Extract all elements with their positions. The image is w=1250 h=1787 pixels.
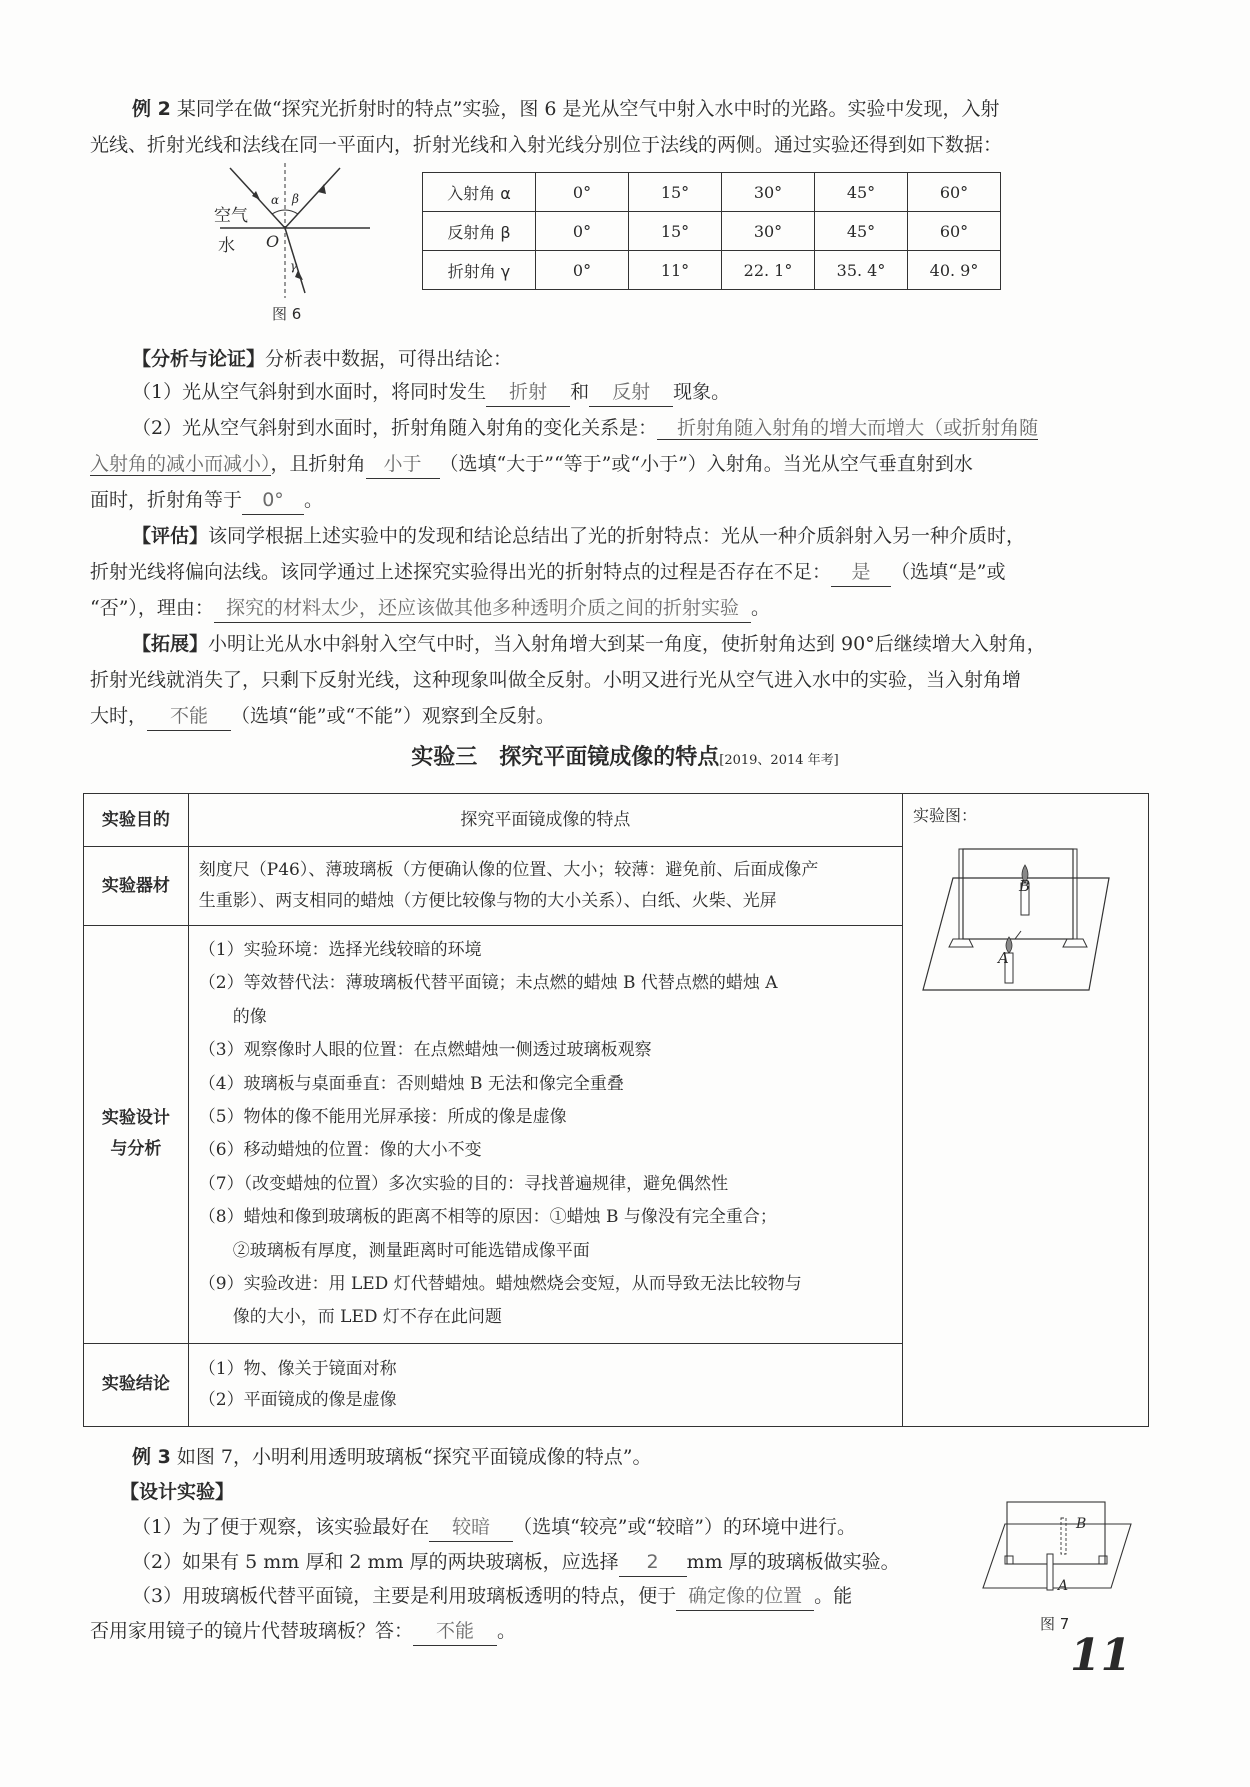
e3q3-prefix: （3）用玻璃板代替平面镜，主要是利用玻璃板透明的特点，便于 xyxy=(132,1585,677,1607)
equipment-line-2: 生重影）、两支相同的蜡烛（方便比较像与物的大小关系）、白纸、火柴、光屏 xyxy=(198,891,777,911)
extension-line1 xyxy=(132,630,1046,658)
section3-title xyxy=(0,740,1250,771)
fig7-label-b: B xyxy=(1076,1516,1087,1532)
evaluation-text3: “否”），理由： xyxy=(90,597,214,619)
table-cell: 11° xyxy=(629,251,722,290)
fig6-gamma: γ xyxy=(290,259,298,273)
analysis-intro: 分析表中数据，可得出结论： xyxy=(265,348,513,370)
q1-prefix: （1）光从空气斜射到水面时，将同时发生 xyxy=(132,381,487,403)
evaluation-reason-answer: 探究的材料太少，还应该做其他多种透明介质之间的折射实验 xyxy=(214,594,751,623)
fig6-air-label: 空气 xyxy=(214,206,248,226)
table-cell: 0° xyxy=(536,173,629,212)
table-cell: 0° xyxy=(536,212,629,251)
equipment-cell xyxy=(188,847,902,926)
example3-q4 xyxy=(90,1617,516,1646)
evaluation-text2: 折射光线将偏向法线。该同学通过上述探究实验得出光的折射特点的过程是否存在不足： xyxy=(90,561,832,583)
conclusion-cell xyxy=(188,1343,902,1426)
analysis-q3 xyxy=(90,486,323,515)
list-item: （9）实验改进：用 LED 灯代替蜡烛。蜡烛燃烧会变短，从而导致无法比较物与 xyxy=(198,1274,802,1295)
extension-line2: 折射光线就消失了，只剩下反射光线，这种现象叫做全反射。小明又进行光从空气进入水中的实验，当入射角增 xyxy=(90,669,1022,691)
design-label xyxy=(84,926,189,1344)
list-item: 像的大小，而 LED 灯不存在此问题 xyxy=(198,1307,502,1328)
extension-text3: 大时， xyxy=(90,705,148,727)
fig6-beta: β xyxy=(292,192,299,206)
example2-line1 xyxy=(132,95,1000,123)
q3-answer: 0° xyxy=(242,486,304,515)
analysis-q2-line1 xyxy=(132,414,1038,442)
q1-answer-1: 折射 xyxy=(486,378,570,407)
e3q4-suffix: 。 xyxy=(497,1620,517,1642)
list-item: （6）移动蜡烛的位置：像的大小不变 xyxy=(198,1140,482,1161)
q2-answer-part1: 折射角随入射角的增大而增大（或折射角随 xyxy=(657,417,1038,440)
q1-answer-2: 反射 xyxy=(589,378,673,407)
e3q4-prefix: 否用家用镜子的镜片代替玻璃板？答： xyxy=(90,1620,414,1642)
example3-text: 如图 7，小明利用透明玻璃板“探究平面镜成像的特点”。 xyxy=(176,1446,652,1468)
example2-text1: 某同学在做“探究光折射时的特点”实验，图 6 是光从空气中射入水中时的光路。实验中发现，入射 xyxy=(176,98,1000,120)
example3-q2 xyxy=(132,1548,900,1577)
table-cell: 40. 9° xyxy=(908,251,1001,290)
evaluation-answer: 是 xyxy=(831,558,891,587)
table-cell: 35. 4° xyxy=(815,251,908,290)
diagram-label-a: A xyxy=(998,949,1009,967)
example3-label: 例 3 xyxy=(132,1446,171,1468)
fig7-label-a: A xyxy=(1058,1578,1069,1594)
e3q2-suffix: mm 厚的玻璃板做实验。 xyxy=(686,1551,900,1573)
design-label-2: 与分析 xyxy=(110,1139,162,1160)
table-cell: 60° xyxy=(908,173,1001,212)
equipment-line-1: 刻度尺（P46）、薄玻璃板（方便确认像的位置、大小；较薄：避免前、后面成像产 xyxy=(198,860,819,880)
evaluation-text1: 该同学根据上述实验中的发现和结论总结出了光的折射特点：光从一种介质斜射入另一种介质时， xyxy=(208,525,1026,547)
design-cell xyxy=(188,926,902,1344)
section3-title-text: 实验三 探究平面镜成像的特点 xyxy=(411,745,720,770)
example2-label: 例 2 xyxy=(132,98,171,120)
table-cell: 22. 1° xyxy=(722,251,815,290)
evaluation-line1 xyxy=(132,522,1025,550)
purpose-cell: 探究平面镜成像的特点 xyxy=(188,794,902,847)
list-item: （4）玻璃板与桌面垂直：否则蜡烛 B 无法和像完全重叠 xyxy=(198,1073,624,1094)
q2-answer-part2: 入射角的减小而减小） xyxy=(90,453,271,475)
fig6-water-label: 水 xyxy=(218,236,235,256)
figure7-diagram xyxy=(975,1490,1135,1600)
list-item: （8）蜡烛和像到玻璃板的距离不相等的原因：①蜡烛 B 与像没有完全重合； xyxy=(198,1207,777,1228)
table-cell: 45° xyxy=(815,212,908,251)
list-item: （2）等效替代法：薄玻璃板代替平面镜；未点燃的蜡烛 B 代替点燃的蜡烛 A xyxy=(198,973,778,994)
fig6-origin-label: O xyxy=(266,232,280,251)
table-row xyxy=(423,251,1001,290)
example3-q3 xyxy=(132,1582,852,1611)
evaluation-text2-suffix: （选填“是”或 xyxy=(891,561,1006,583)
page-number: 11 xyxy=(1070,1630,1132,1681)
list-item: 的像 xyxy=(198,1006,267,1027)
table-row xyxy=(423,212,1001,251)
list-item: （3）观察像时人眼的位置：在点燃蜡烛一侧透过玻璃板观察 xyxy=(198,1040,652,1061)
fig6-alpha: α xyxy=(271,193,280,207)
q2-answer-2: 小于 xyxy=(366,450,440,479)
fig7-caption: 图 7 xyxy=(1040,1615,1070,1633)
e3q1-suffix: （选填“较亮”或“较暗”）的环境中进行。 xyxy=(513,1516,856,1538)
diagram-label-b: B xyxy=(1019,877,1031,895)
list-item: （1）物、像关于镜面对称 xyxy=(198,1358,397,1379)
analysis-q2-line2 xyxy=(90,450,973,479)
e3q1-prefix: （1）为了便于观察，该实验最好在 xyxy=(132,1516,430,1538)
purpose-label: 实验目的 xyxy=(84,794,189,847)
table-head: 反射角 β xyxy=(423,212,536,251)
q1-suffix: 现象。 xyxy=(673,381,731,403)
q2-suffix: （选填“大于”“等于”或“小于”）入射角。当光从空气垂直射到水 xyxy=(439,453,973,475)
mirror-experiment-diagram xyxy=(913,835,1119,1005)
evaluation-line2 xyxy=(90,558,1005,587)
table-cell: 0° xyxy=(536,251,629,290)
q2-prefix: （2）光从空气斜射到水面时，折射角随入射角的变化关系是： xyxy=(132,417,658,439)
q1-mid: 和 xyxy=(570,381,590,403)
e3q2-answer: 2 xyxy=(619,1548,687,1577)
table-cell: 15° xyxy=(629,212,722,251)
section3-years: [2019、2014 年考] xyxy=(719,753,839,768)
list-item: （7）（改变蜡烛的位置）多次实验的目的：寻找普遍规律，避免偶然性 xyxy=(198,1173,729,1194)
example3-line xyxy=(132,1443,651,1471)
e3q2-prefix: （2）如果有 5 mm 厚和 2 mm 厚的两块玻璃板，应选择 xyxy=(132,1551,619,1573)
list-item: ②玻璃板有厚度，测量距离时可能选错成像平面 xyxy=(198,1240,590,1261)
design-label-1: 实验设计 xyxy=(101,1108,170,1129)
table-cell: 30° xyxy=(722,212,815,251)
extension-text1: 小明让光从水中斜射入空气中时，当入射角增大到某一角度，使折射角达到 90°后继续增大入射角， xyxy=(208,633,1046,655)
extension-tag: 【拓展】 xyxy=(132,633,209,655)
example3-q1 xyxy=(132,1513,856,1542)
example2-line2: 光线、折射光线和法线在同一平面内，折射光线和入射光线分别位于法线的两侧。通过实验还得到如下数据： xyxy=(90,134,1003,156)
extension-line3 xyxy=(90,702,555,731)
analysis-line xyxy=(132,345,512,373)
conclusion-label: 实验结论 xyxy=(84,1343,189,1426)
table-cell: 60° xyxy=(908,212,1001,251)
table-cell: 30° xyxy=(722,173,815,212)
evaluation-line3 xyxy=(90,594,770,623)
e3q3-answer: 确定像的位置 xyxy=(676,1582,814,1611)
figure-label: 实验图： xyxy=(912,806,977,825)
table-head: 入射角 α xyxy=(423,173,536,212)
evaluation-tag: 【评估】 xyxy=(132,525,209,547)
list-item: （1）实验环境：选择光线较暗的环境 xyxy=(198,940,482,960)
q2-mid: ，且折射角 xyxy=(270,453,366,475)
e3q4-answer: 不能 xyxy=(413,1617,497,1646)
list-item: （5）物体的像不能用光屏承接：所成的像是虚像 xyxy=(198,1107,567,1128)
fig6-caption: 图 6 xyxy=(272,305,302,323)
table-head: 折射角 γ xyxy=(423,251,536,290)
q3-prefix: 面时，折射角等于 xyxy=(90,489,243,511)
analysis-tag: 【分析与论证】 xyxy=(132,348,266,370)
table-row xyxy=(423,173,1001,212)
e3q1-answer: 较暗 xyxy=(429,1513,513,1542)
analysis-q1 xyxy=(132,378,730,407)
experiment-table xyxy=(83,793,1149,1427)
table-cell: 45° xyxy=(815,173,908,212)
evaluation-text3-suffix: 。 xyxy=(750,597,770,619)
extension-answer: 不能 xyxy=(147,702,231,731)
angle-data-table xyxy=(422,172,1001,290)
e3q3-suffix: 。能 xyxy=(814,1585,853,1607)
table-cell: 15° xyxy=(629,173,722,212)
equipment-label: 实验器材 xyxy=(84,847,189,926)
extension-text3-suffix: （选填“能”或“不能”）观察到全反射。 xyxy=(231,705,555,727)
design-tag: 【设计实验】 xyxy=(120,1481,235,1503)
table-row xyxy=(84,794,1149,847)
q3-suffix: 。 xyxy=(304,489,324,511)
list-item: （2）平面镜成的像是虚像 xyxy=(198,1389,397,1410)
